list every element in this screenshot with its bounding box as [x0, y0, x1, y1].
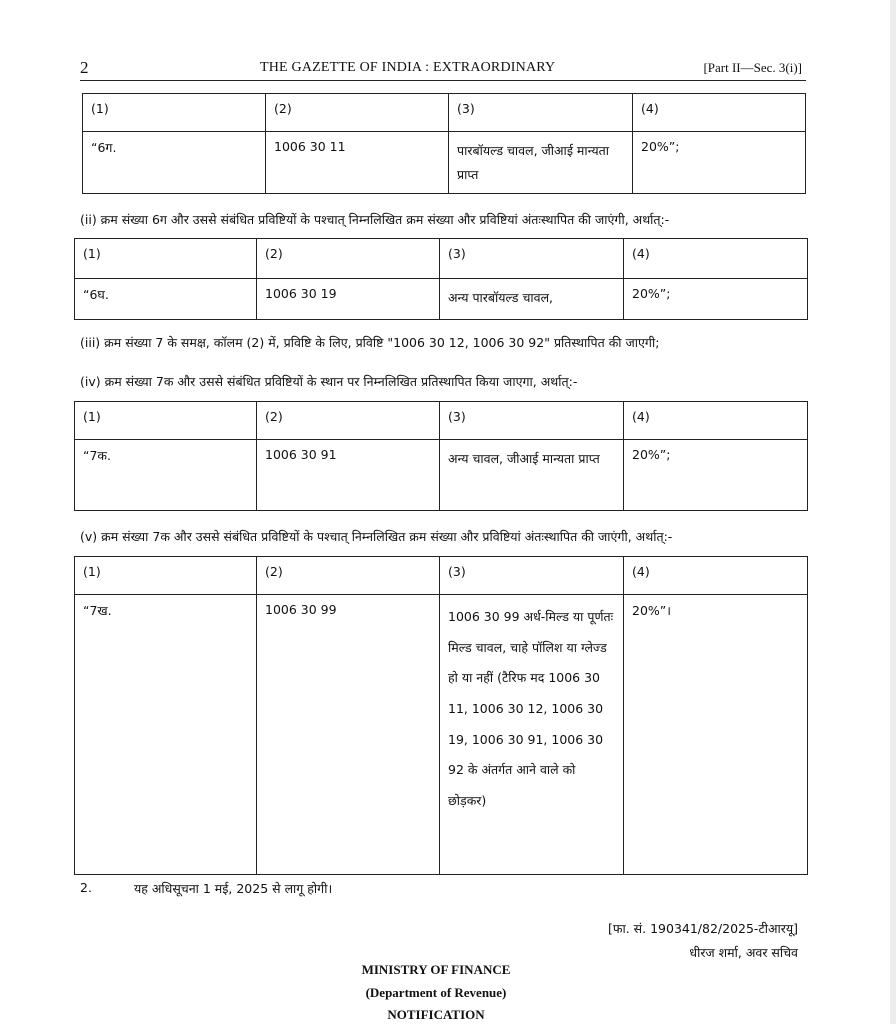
col-header: (3)	[440, 557, 624, 595]
col-header: (4)	[624, 239, 808, 279]
table-row	[75, 595, 808, 875]
col-header: (1)	[75, 557, 257, 595]
page-edge	[890, 0, 896, 1024]
ministry-heading: MINISTRY OF FINANCE	[361, 962, 511, 977]
file-reference: [फा. सं. 190341/82/2025-टीआरयू]	[607, 921, 798, 936]
tariff-table-7ka	[74, 401, 808, 511]
effective-date-text: यह अधिसूचना 1 मई, 2025 से लागू होगी।	[134, 881, 333, 896]
tariff-table-7kha	[74, 556, 808, 875]
tariff-table-6ga	[82, 93, 806, 194]
col-header: (3)	[440, 402, 624, 440]
header-rule	[80, 80, 806, 81]
col-header: (3)	[449, 94, 633, 132]
table-row	[75, 279, 808, 320]
col-header: (4)	[633, 94, 806, 132]
department-heading: (Department of Revenue)	[365, 985, 507, 1000]
table-header-row	[75, 557, 808, 595]
description-cell: अन्य चावल, जीआई मान्यता प्राप्त	[440, 440, 624, 511]
table-row	[83, 132, 806, 194]
rate-cell: 20%”;	[624, 440, 808, 511]
tariff-code-cell: 1006 30 99	[257, 595, 440, 875]
paragraph-v: (v) क्रम संख्या 7क और उससे संबंधित प्रविष्टियों के पश्चात् निम्नलिखित क्रम संख्या और प्रविष्टियां अंतःस्थापित की जाएंगी, अर्थात्:-	[80, 529, 673, 544]
table-row	[75, 440, 808, 511]
serial-number-cell: “6घ.	[75, 279, 257, 320]
part-section-ref: [Part II—Sec. 3(i)]	[703, 60, 802, 75]
paragraph-iii: (iii) क्रम संख्या 7 के समक्ष, कॉलम (2) में, प्रविष्टि के लिए, प्रविष्टि "1006 30 12, 1006 30 92" प्रतिस्थापित की जाएगी;	[80, 335, 660, 350]
gazette-title: THE GAZETTE OF INDIA : EXTRAORDINARY	[260, 60, 556, 75]
table-header-row	[75, 239, 808, 279]
col-header: (2)	[257, 557, 440, 595]
paragraph-iv: (iv) क्रम संख्या 7क और उससे संबंधित प्रविष्टियों के स्थान पर निम्नलिखित प्रतिस्थापित किया जाएगा, अर्थात्:-	[80, 374, 578, 389]
serial-number-cell: “7ख.	[75, 595, 257, 875]
serial-number-cell: “7क.	[75, 440, 257, 511]
notification-heading: NOTIFICATION	[387, 1007, 485, 1022]
table-header-row	[83, 94, 806, 132]
page-number: 2	[80, 58, 89, 77]
tariff-code-cell: 1006 30 91	[257, 440, 440, 511]
signatory: धीरज शर्मा, अवर सचिव	[689, 945, 798, 960]
table-header-row	[75, 402, 808, 440]
col-header: (3)	[440, 239, 624, 279]
col-header: (1)	[75, 239, 257, 279]
paragraph-number: 2.	[80, 880, 92, 895]
rate-cell: 20%”।	[624, 595, 808, 875]
col-header: (1)	[83, 94, 266, 132]
tariff-code-cell: 1006 30 19	[257, 279, 440, 320]
paragraph-ii: (ii) क्रम संख्या 6ग और उससे संबंधित प्रविष्टियों के पश्चात् निम्नलिखित क्रम संख्या और प्रविष्टियां अंतःस्थापित की जाएंगी, अर्थात्:-	[80, 212, 670, 227]
col-header: (4)	[624, 402, 808, 440]
rate-cell: 20%”;	[633, 132, 806, 194]
tariff-code-cell: 1006 30 11	[266, 132, 449, 194]
description-cell: 1006 30 99 अर्ध-मिल्ड या पूर्णतः मिल्ड चावल, चाहे पॉलिश या ग्लेज्ड हो या नहीं (टैरिफ मद 1006 30 11, 1006 30 12, 1006 30 19, 1006 30 91, 1006 30 92 के अंतर्गत आने वाले को छोड़कर)	[440, 595, 624, 875]
col-header: (2)	[257, 402, 440, 440]
gazette-header	[80, 58, 806, 80]
tariff-table-6gha	[74, 238, 808, 320]
description-cell: पारबॉयल्ड चावल, जीआई मान्यता प्राप्त	[449, 132, 633, 194]
col-header: (2)	[257, 239, 440, 279]
description-cell: अन्य पारबॉयल्ड चावल,	[440, 279, 624, 320]
col-header: (4)	[624, 557, 808, 595]
serial-number-cell: “6ग.	[83, 132, 266, 194]
col-header: (2)	[266, 94, 449, 132]
rate-cell: 20%”;	[624, 279, 808, 320]
col-header: (1)	[75, 402, 257, 440]
